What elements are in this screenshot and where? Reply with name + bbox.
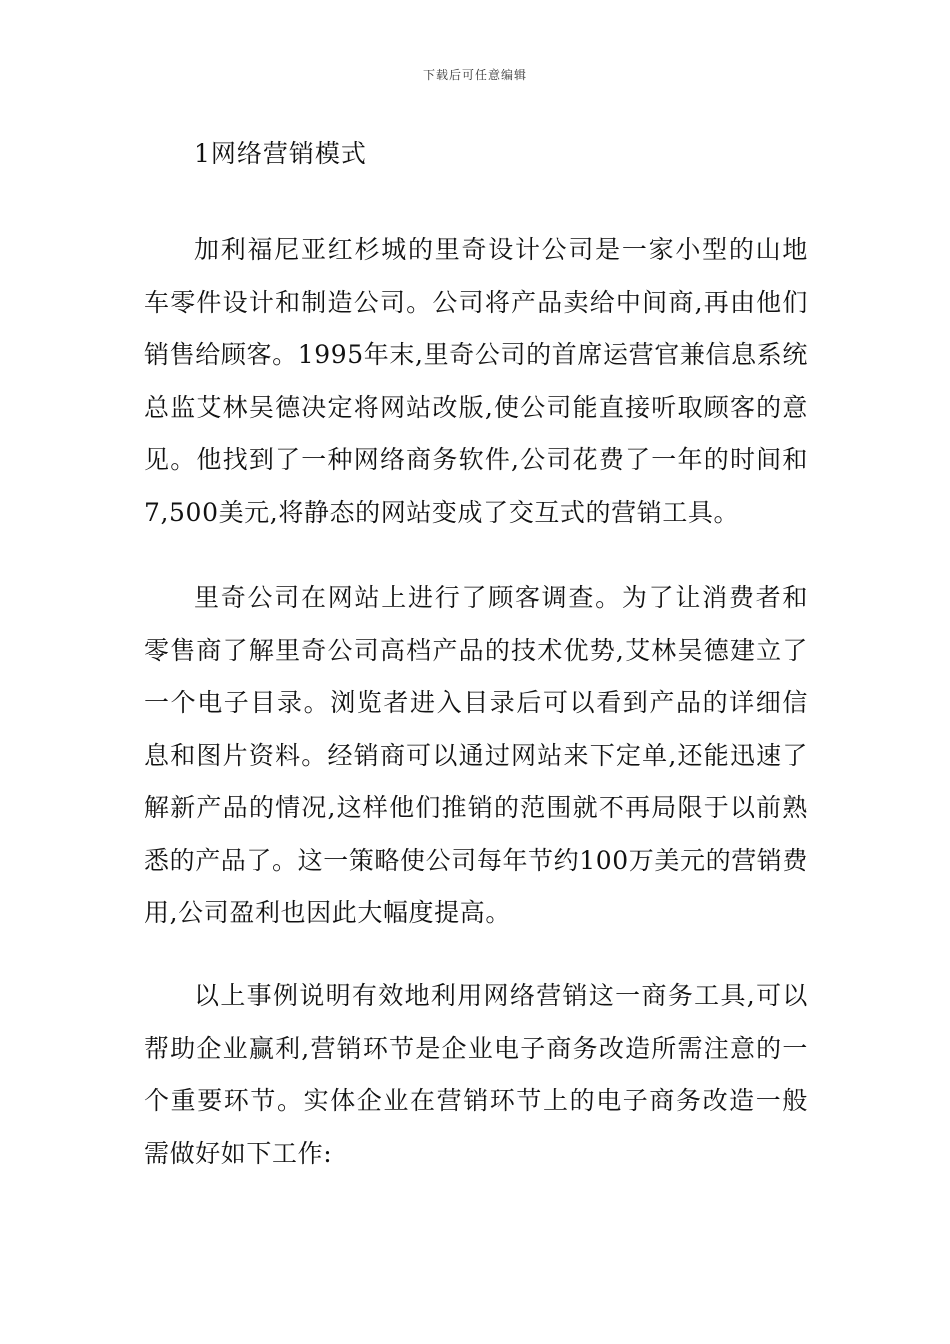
paragraph-3: 以上事例说明有效地利用网络营销这一商务工具,可以帮助企业赢利,营销环节是企业电子商务改造所需注意的一个重要环节。实体企业在营销环节上的电子商务改造一般需做好如下工作: (144, 981, 808, 1168)
paragraph-2: 里奇公司在网站上进行了顾客调查。为了让消费者和零售商了解里奇公司高档产品的技术优势,艾林吴德建立了一个电子目录。浏览者进入目录后可以看到产品的详细信息和图片资料。经销商可以通过网站来下定单,还能迅速了解新产品的情况,这样他们推销的范围就不再局限于以前熟悉的产品了。这一策略使公司每年节约100万美元的营销费用,公司盈利也因此大幅度提高。 (144, 583, 808, 927)
section-heading: 1网络营销模式 (194, 139, 367, 168)
paragraph-1: 加利福尼亚红杉城的里奇设计公司是一家小型的山地车零件设计和制造公司。公司将产品卖给中间商,再由他们销售给顾客。1995年末,里奇公司的首席运营官兼信息系统总监艾林吴德决定将网站改版,使公司能直接听取顾客的意见。他找到了一种网络商务软件,公司花费了一年的时间和7,500美元,将静态的网站变成了交互式的营销工具。 (144, 235, 808, 527)
header-note: 下载后可任意编辑 (422, 68, 527, 82)
